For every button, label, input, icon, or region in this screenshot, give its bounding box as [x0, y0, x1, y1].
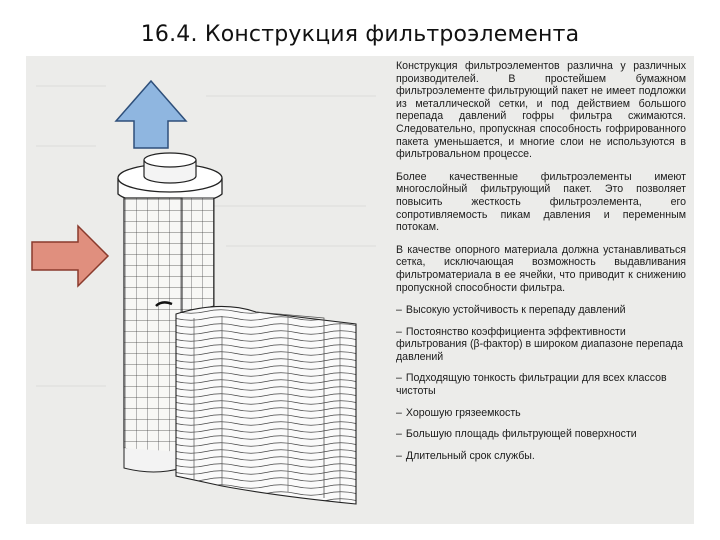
filter-element-illustration [26, 56, 396, 524]
list-dash: – [396, 449, 402, 462]
list-item-text: Подходящую тонкость фильтрации для всех классов чистоты [396, 372, 667, 398]
arrow-right-icon [32, 226, 108, 286]
list-dash: – [396, 325, 402, 338]
list-item-text: Постоянство коэффициента эффективности фильтрования (β-фактор) в широком диапазоне перепада давлений [396, 325, 684, 363]
description-text [396, 60, 686, 471]
list-dash: – [396, 428, 402, 441]
list-item-text: Длительный срок службы. [405, 449, 535, 462]
list-item-text: Хорошую грязеемкость [405, 406, 521, 419]
arrow-up-icon [116, 81, 186, 148]
paragraph: Более качественные фильтроэлементы имеют многослойный фильтрующий пакет. Это позволяет повысить жесткость фильтроэлемента, его сопротивляемость пикам давления и переменным потокам. [396, 170, 686, 234]
end-cap [118, 153, 222, 204]
list-item [396, 450, 686, 463]
list-item [396, 428, 686, 441]
list-item [396, 407, 686, 420]
paragraph: Конструкция фильтроэлементов различна у различных производителей. В простейшем бумажном фильтроэлементе фильтрующий пакет не имеет подложки из металлической сетки, и под действием большого перепада давлений гофры фильтра сжимаются. Следовательно, пропускная способность гофрированного пакета уменьшается, и многие слои не используются в фильтровальном процессе. [396, 60, 686, 161]
list-dash: – [396, 304, 402, 317]
pleated-filter-pack [176, 306, 356, 504]
list-dash: – [396, 372, 402, 385]
list-item [396, 326, 686, 364]
list-dash: – [396, 406, 402, 419]
list-item [396, 372, 686, 397]
paragraph: В качестве опорного материала должна устанавливаться сетка, исключающая возможность выдавливания фильтроматериала в ее ячейки, что приводит к снижению пропускной способности фильтра. [396, 243, 686, 294]
list-item [396, 304, 686, 317]
slide-title: 16.4. Конструкция фильтроэлемента [140, 22, 580, 47]
list-item-text: Большую площадь фильтрующей поверхности [405, 428, 637, 441]
list-item-text: Высокую устойчивость к перепаду давлений [405, 304, 626, 317]
